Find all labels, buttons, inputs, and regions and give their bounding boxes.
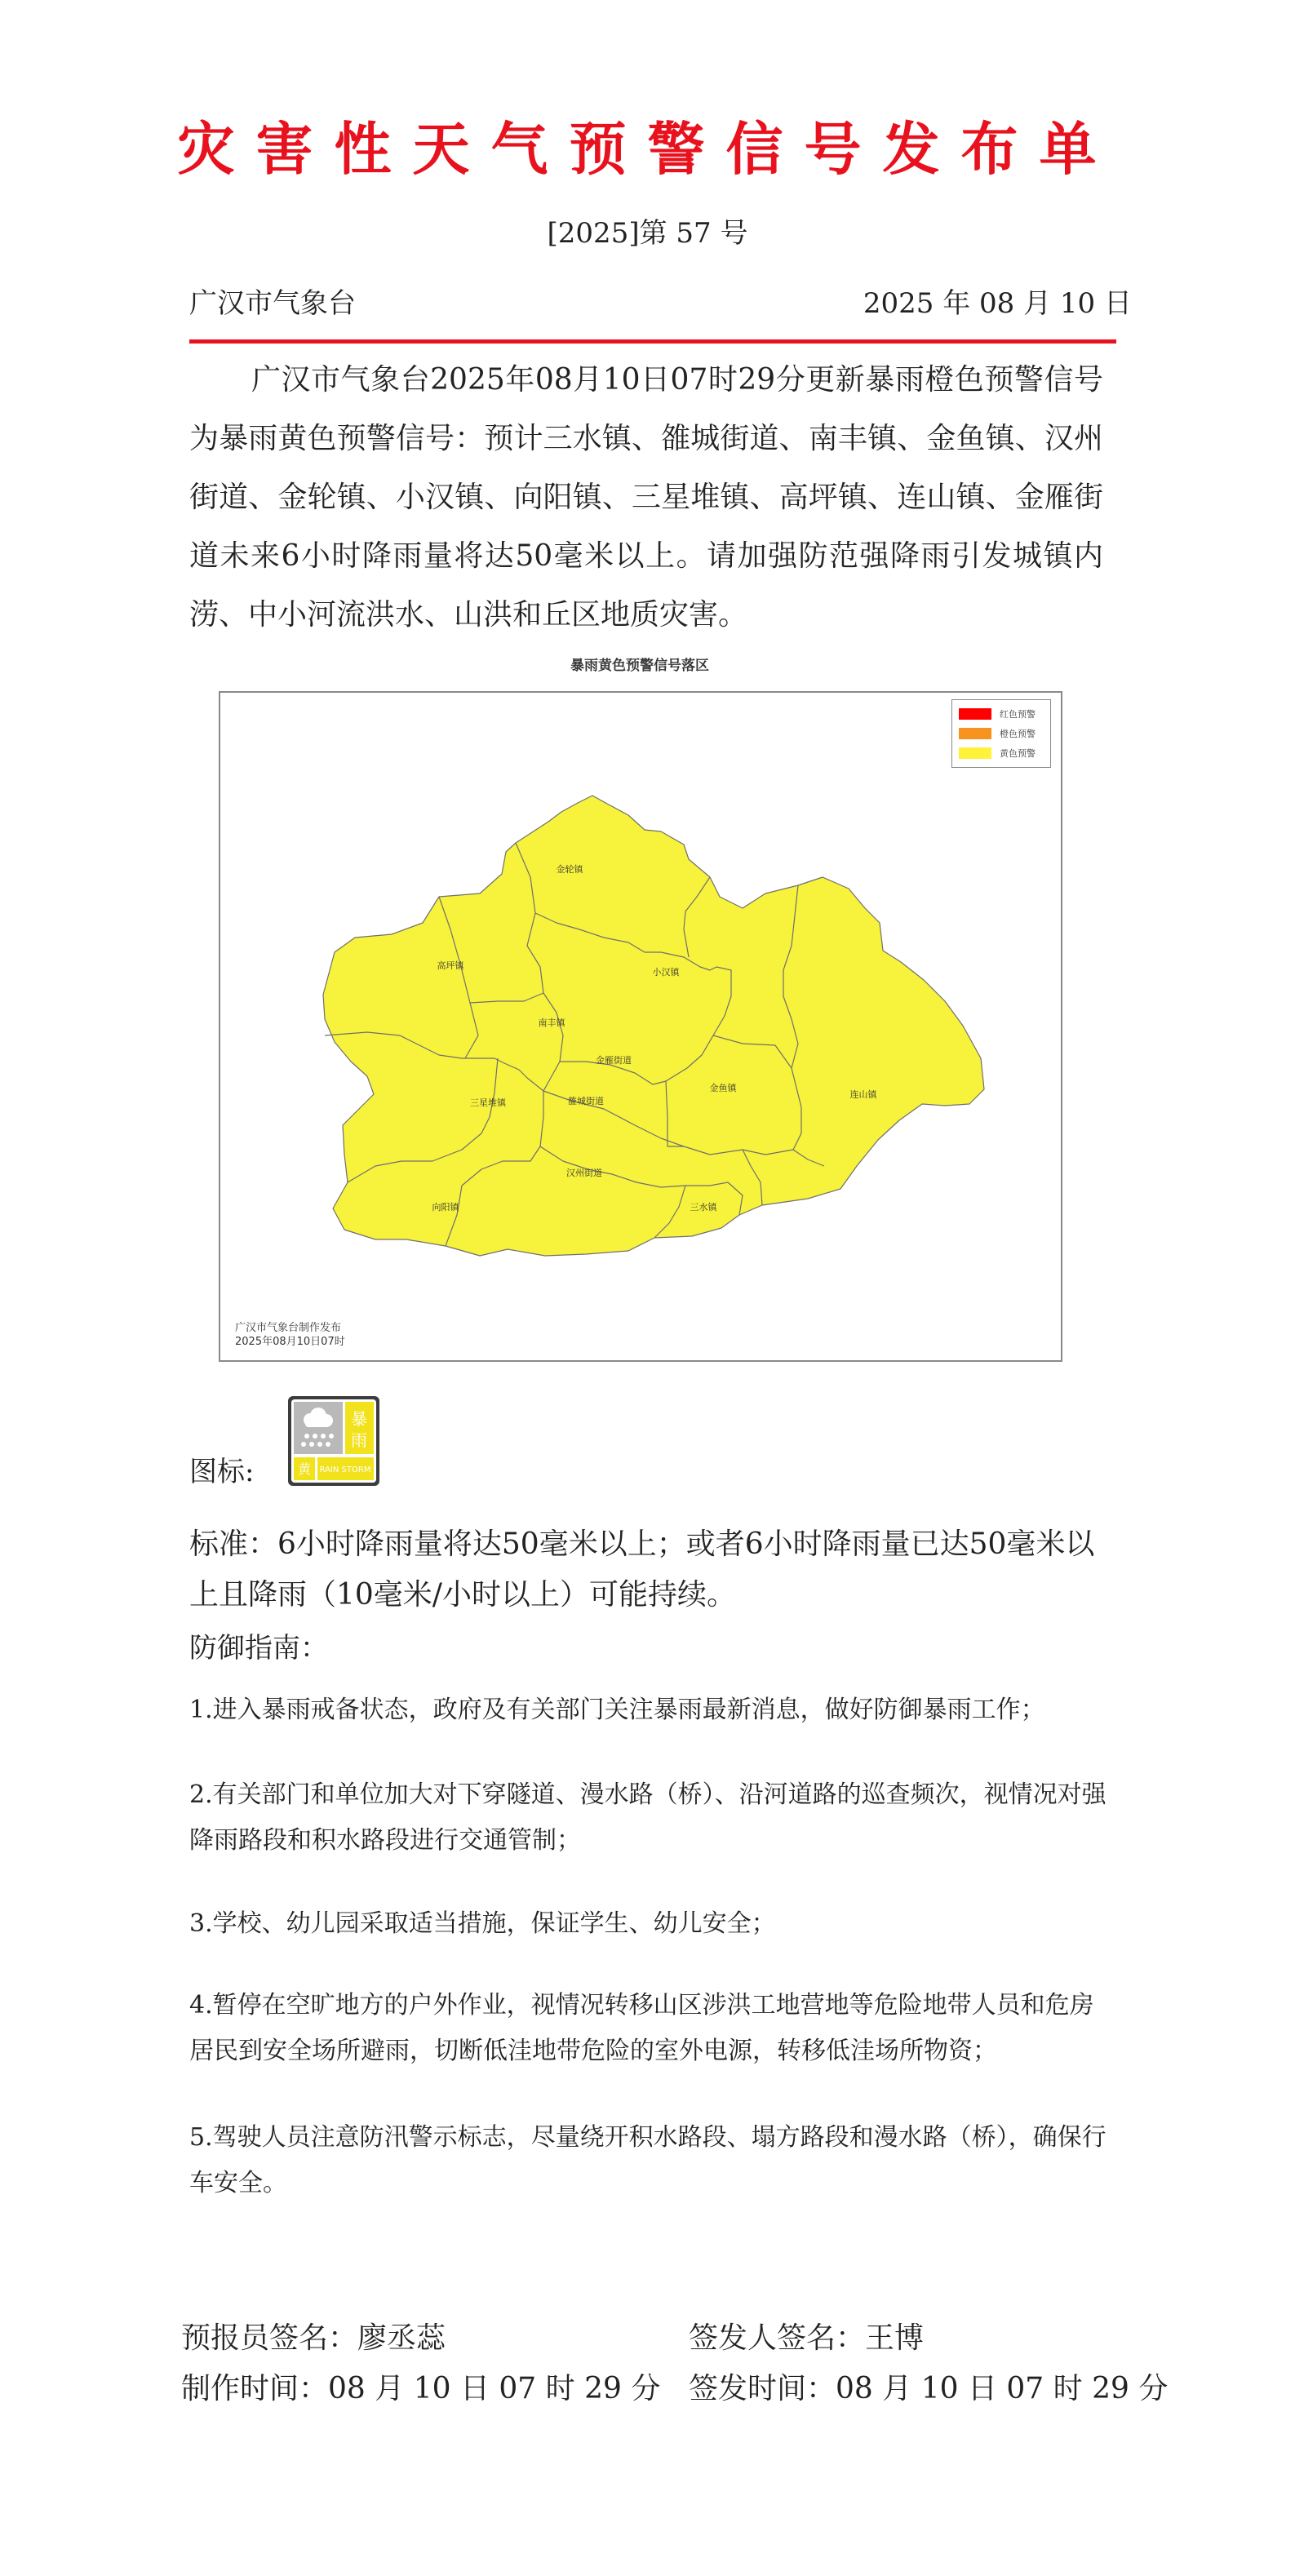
issued-time-value: 08 月 10 日 07 时 29 分 [836,2372,1169,2405]
forecaster-name: 廖丞蕊 [357,2321,446,2355]
region-label-gaoping: 高坪镇 [437,960,464,971]
county-outline [323,796,984,1256]
map-svg [220,693,1061,1360]
made-time-value: 08 月 10 日 07 时 29 分 [328,2372,661,2405]
map-credit-publisher: 广汉市气象台制作发布 [235,1322,342,1334]
issuer-signature-label: 签发人签名： [689,2321,866,2355]
region-label-sanxingdui: 三星堆镇 [470,1097,506,1108]
icon-label: 图标: [189,1456,255,1488]
region-label-nanfeng: 南丰镇 [538,1018,565,1028]
region-label-luocheng: 雒城街道 [568,1096,604,1106]
guide-item-3: 3.学校、幼儿园采取适当措施，保证学生、幼儿安全； [189,1909,776,1938]
defense-guide-heading: 防御指南： [189,1632,328,1665]
issue-date: 2025 年 08 月 10 日 [863,287,1132,320]
guide-item-4: 4.暂停在空旷地方的户外作业，视情况转移山区涉洪工地营地等危险地带人员和危房居民到安全场所避雨，切断低洼地带危险的室外电源，转移低洼场所物资； [189,1991,1094,2065]
icon-char-yu: 雨 [351,1430,367,1450]
map-frame [219,691,1062,1362]
region-label-sanshui: 三水镇 [690,1202,717,1213]
map-legend [951,699,1051,768]
guide-item-1: 1.进入暴雨戒备状态，政府及有关部门关注暴雨最新消息，做好防御暴雨工作； [189,1696,1045,1724]
guide-item-2: 2.有关部门和单位加大对下穿隧道、漫水路（桥）、沿河道路的巡查频次，视情况对强降雨路段和积水路段进行交通管制； [189,1780,1107,1855]
document-title: 灾害性天气预警信号发布单 [177,115,1118,183]
region-label-xiangyang: 向阳镇 [432,1202,459,1213]
red-divider [189,339,1116,344]
rainstorm-yellow-signal-icon [287,1395,380,1487]
icon-char-huang: 黄 [297,1461,312,1477]
region-label-lianshan: 连山镇 [849,1089,877,1100]
issuer-signature [689,2317,924,2360]
map-credit [235,1321,345,1349]
made-time-label: 制作时间： [181,2372,329,2405]
document-number: [2025]第 57 号 [547,217,748,250]
legend-yellow-label: 黄色预警 [1000,748,1036,759]
issuer-name: 广汉市气象台 [189,287,356,320]
issuer-signature-name: 王博 [865,2321,925,2355]
issued-time-label: 签发时间： [689,2372,836,2405]
icon-rainstorm-text: RAIN STORM [319,1465,371,1474]
region-label-xiaohan: 小汉镇 [652,967,680,978]
issued-time [689,2368,1168,2410]
legend-yellow-swatch [959,747,991,759]
warning-map [219,649,1061,1367]
warning-standard: 标准：6小时降雨量将达50毫米以上；或者6小时降雨量已达50毫米以上且降雨（10毫米/小时以上）可能持续。 [189,1527,1095,1612]
map-title: 暴雨黄色预警信号落区 [570,658,709,674]
legend-red-swatch [959,708,991,720]
legend-red-label: 红色预警 [1000,709,1036,720]
forecaster-signature [181,2317,446,2360]
legend-orange-label: 橙色预警 [1000,729,1036,739]
region-label-hanzhou: 汉州街道 [566,1168,602,1178]
icon-char-bao: 暴 [351,1409,367,1429]
warning-body-text: 广汉市气象台2025年08月10日07时29分更新暴雨橙色预警信号为暴雨黄色预警信号：预计三水镇、雒城街道、南丰镇、金鱼镇、汉州街道、金轮镇、小汉镇、向阳镇、三星堆镇、高坪镇、连山镇、金雁街道未来6小时降雨量将达50毫米以上。请加强防范强降雨引发城镇内涝、中小河流洪水、山洪和丘区地质灾害。 [189,363,1103,632]
region-label-jinyu: 金鱼镇 [709,1083,737,1093]
forecaster-label: 预报员签名： [181,2321,358,2355]
map-credit-time: 2025年08月10日07时 [235,1336,345,1348]
region-label-jinlun: 金轮镇 [556,864,583,875]
legend-orange-swatch [959,728,991,739]
guide-item-5: 5.驾驶人员注意防汛警示标志，尽量绕开积水路段、塌方路段和漫水路（桥），确保行车安全。 [189,2123,1107,2197]
made-time [181,2368,660,2410]
region-label-jinyan: 金雁街道 [596,1055,632,1066]
county-fill [323,796,984,1256]
